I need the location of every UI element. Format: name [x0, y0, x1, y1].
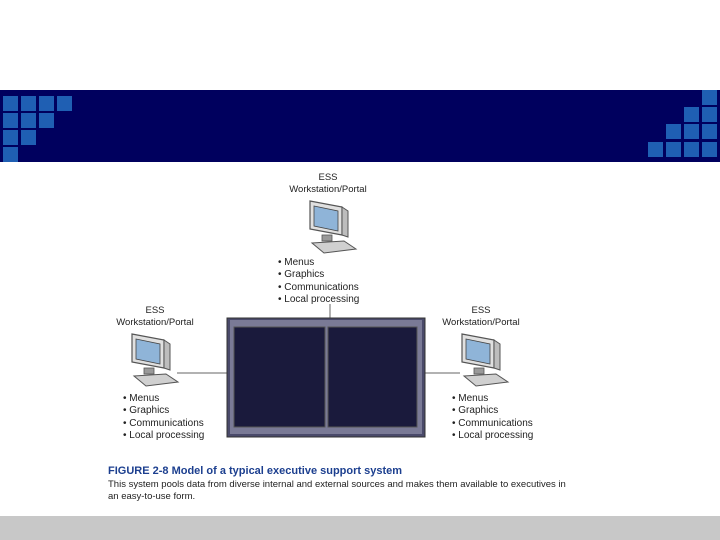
workstation-title-left — [95, 305, 215, 329]
figure-caption-title: FIGURE 2-8 Model of a typical executive support system — [108, 465, 403, 477]
workstation-title-line2: Workstation/Portal — [289, 184, 367, 195]
computer-monitor-icon — [126, 330, 182, 388]
feature-item: • Graphics — [278, 269, 359, 281]
workstation-features-right — [452, 393, 533, 442]
feature-item: • Communications — [452, 418, 533, 430]
workstation-title-line1: ESS — [145, 305, 165, 316]
feature-item: • Local processing — [452, 430, 533, 442]
workstation-title-line1: ESS — [471, 305, 491, 316]
workstation-features-left — [123, 393, 204, 442]
feature-item: • Local processing — [123, 430, 204, 442]
feature-item: • Menus — [278, 257, 359, 269]
feature-item: • Communications — [278, 282, 359, 294]
feature-item: • Communications — [123, 418, 204, 430]
workstation-title-top — [268, 172, 388, 196]
workstation-title-line1: ESS — [318, 172, 338, 183]
workstation-title-line2: Workstation/Portal — [442, 317, 520, 328]
workstation-title-line2: Workstation/Portal — [116, 317, 194, 328]
footer-bar — [0, 516, 720, 540]
feature-item: • Graphics — [452, 405, 533, 417]
feature-item: • Menus — [452, 393, 533, 405]
workstation-title-right — [421, 305, 541, 329]
workstation-features-top — [278, 257, 359, 306]
feature-item: • Menus — [123, 393, 204, 405]
computer-monitor-icon — [456, 330, 512, 388]
figure-caption-body: This system pools data from diverse internal and external sources and makes them available to executives in an easy-to-use form. — [108, 479, 566, 502]
central-data-panel — [227, 318, 425, 437]
feature-item: • Graphics — [123, 405, 204, 417]
feature-item: • Local processing — [278, 294, 359, 306]
computer-monitor-icon — [304, 197, 360, 255]
